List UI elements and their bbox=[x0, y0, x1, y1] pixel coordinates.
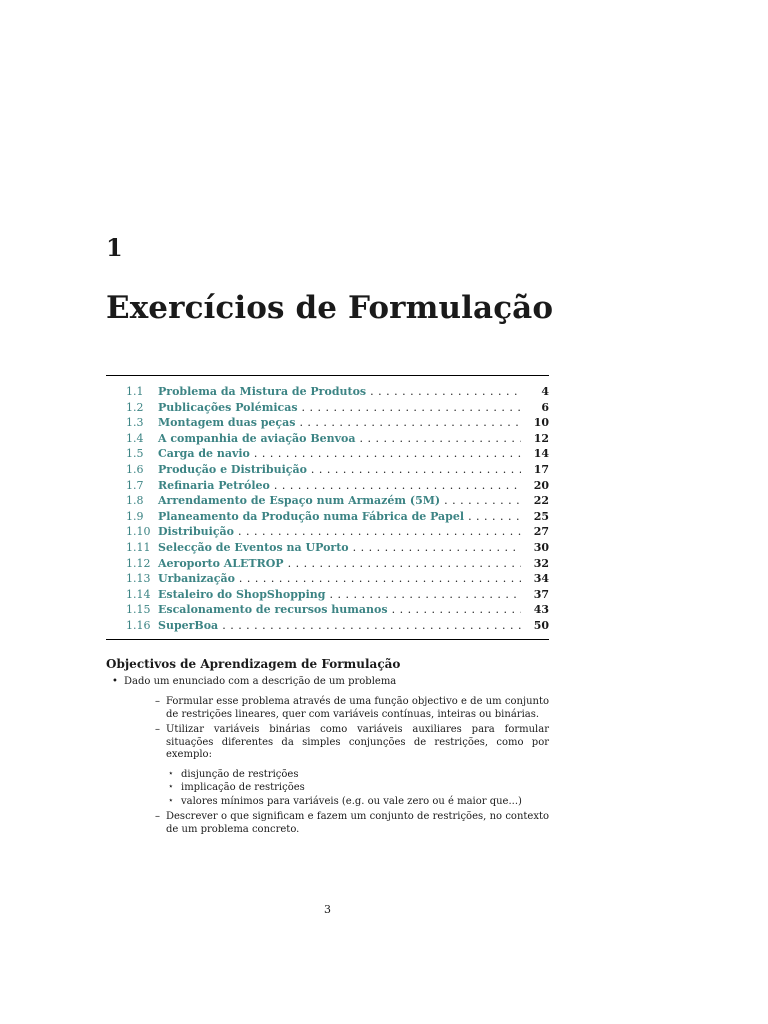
toc-entry-number[interactable]: 1.6 bbox=[126, 462, 144, 476]
toc-entry-number[interactable]: 1.9 bbox=[126, 509, 144, 523]
toc-entry[interactable] bbox=[106, 540, 549, 556]
toc-entry-link[interactable]: Montagem duas peças bbox=[158, 416, 296, 430]
toc-entry[interactable] bbox=[106, 556, 549, 572]
subitem bbox=[124, 724, 549, 808]
toc-entry-page: 50 bbox=[533, 618, 549, 632]
toc-entry-link[interactable]: Selecção de Eventos na UPorto bbox=[158, 540, 349, 554]
example-text: valores mínimos para variáveis (e.g. ou vale zero ou é maior que...) bbox=[181, 795, 522, 807]
objective-item-text: Dado um enunciado com a descrição de um problema bbox=[124, 676, 397, 687]
toc-entry[interactable] bbox=[106, 618, 549, 634]
toc-entry-link[interactable]: Distribuição bbox=[158, 525, 234, 539]
toc-entry-number[interactable]: 1.2 bbox=[126, 400, 144, 414]
toc-entry[interactable] bbox=[106, 415, 549, 431]
toc-dot-leader bbox=[355, 431, 521, 447]
toc-entry[interactable] bbox=[106, 384, 549, 400]
toc-entry-link[interactable]: Problema da Mistura de Produtos bbox=[158, 385, 367, 398]
table-of-contents bbox=[106, 375, 549, 640]
dash-icon: – bbox=[155, 696, 160, 707]
toc-dot-leader bbox=[250, 446, 521, 462]
toc-entry-link[interactable]: Produção e Distribuição bbox=[158, 462, 307, 476]
toc-entry-page: 32 bbox=[533, 556, 549, 570]
toc-entry-link[interactable]: Refinaria Petróleo bbox=[158, 478, 270, 492]
objective-subitems bbox=[124, 696, 549, 836]
example-item bbox=[166, 768, 549, 782]
toc-entry[interactable] bbox=[106, 571, 549, 587]
objectives-heading: Objectivos de Aprendizagem de Formulação bbox=[106, 657, 401, 671]
toc-entry-link[interactable]: A companhia de aviação Benvoa bbox=[158, 431, 356, 445]
example-item bbox=[166, 795, 549, 809]
example-text: disjunção de restrições bbox=[181, 768, 299, 780]
toc-entry-page: 22 bbox=[533, 494, 549, 508]
toc-entry-number[interactable]: 1.13 bbox=[126, 572, 151, 586]
toc-dot-leader bbox=[270, 478, 521, 494]
toc-dot-leader bbox=[295, 415, 521, 431]
bullet-icon: • bbox=[112, 676, 118, 687]
chapter-title: Exercícios de Formulação bbox=[106, 290, 554, 326]
toc-dot-leader bbox=[464, 509, 521, 525]
toc-entry-page: 4 bbox=[541, 385, 549, 398]
toc-entry-link[interactable]: Escalonamento de recursos humanos bbox=[158, 603, 388, 617]
example-text: implicação de restrições bbox=[181, 782, 305, 793]
toc-entry-page: 17 bbox=[533, 462, 549, 476]
toc-entry-number[interactable]: 1.11 bbox=[126, 540, 151, 554]
toc-entry-page: 25 bbox=[533, 509, 549, 523]
toc-entry[interactable] bbox=[106, 509, 549, 525]
toc-entry-number[interactable]: 1.4 bbox=[126, 431, 144, 445]
subitem-text: Formular esse problema através de uma função objectivo e de um conjunto de restrições lineares, quer com variáveis contínuas, inteiras ou binárias. bbox=[166, 696, 549, 720]
toc-dot-leader bbox=[440, 493, 521, 509]
toc-entry[interactable] bbox=[106, 431, 549, 447]
toc-entry-page: 27 bbox=[533, 525, 549, 539]
toc-entry-link[interactable]: Carga de navio bbox=[158, 447, 250, 461]
subitem-text: Utilizar variáveis binárias como variáveis auxiliares para formular situações diferentes da simples conjunções de restrições, como por exemplo: bbox=[166, 724, 549, 760]
toc-dot-leader bbox=[284, 556, 521, 572]
toc-entry-link[interactable]: Planeamento da Produção numa Fábrica de Papel bbox=[158, 509, 465, 523]
toc-entry-number[interactable]: 1.14 bbox=[126, 587, 151, 601]
toc-entry-number[interactable]: 1.1 bbox=[126, 385, 144, 398]
toc-entry-page: 12 bbox=[533, 431, 549, 445]
star-icon: ⋆ bbox=[168, 795, 174, 806]
toc-entry[interactable] bbox=[106, 493, 549, 509]
toc-entry-page: 14 bbox=[533, 447, 549, 461]
toc-entry-link[interactable]: Estaleiro do ShopShopping bbox=[158, 587, 326, 601]
objective-item bbox=[106, 675, 549, 836]
subitem bbox=[124, 696, 549, 721]
toc-dot-leader bbox=[388, 602, 521, 618]
toc-entry-page: 37 bbox=[533, 587, 549, 601]
toc-dot-leader bbox=[307, 462, 521, 478]
toc-entry-number[interactable]: 1.8 bbox=[126, 494, 144, 508]
toc-entry-number[interactable]: 1.7 bbox=[126, 478, 144, 492]
toc-entry-link[interactable]: Aeroporto ALETROP bbox=[158, 556, 284, 570]
star-icon: ⋆ bbox=[168, 768, 174, 779]
subitem-text: Descrever o que significam e fazem um conjunto de restrições, no contexto de um problema concreto. bbox=[166, 811, 549, 835]
toc-entry[interactable] bbox=[106, 524, 549, 540]
toc-dot-leader bbox=[235, 571, 521, 587]
example-list bbox=[166, 768, 549, 809]
toc-entry-link[interactable]: SuperBoa bbox=[158, 618, 219, 632]
toc-entry-number[interactable]: 1.3 bbox=[126, 416, 144, 430]
example-item bbox=[166, 781, 549, 795]
dash-icon: – bbox=[155, 724, 160, 735]
page-number: 3 bbox=[324, 903, 331, 916]
toc-entry[interactable] bbox=[106, 400, 549, 416]
toc-entry-number[interactable]: 1.10 bbox=[126, 525, 151, 539]
toc-dot-leader bbox=[218, 618, 521, 634]
toc-dot-leader bbox=[366, 384, 521, 400]
toc-entry[interactable] bbox=[106, 478, 549, 494]
toc-entry-page: 6 bbox=[541, 400, 549, 414]
toc-entry-number[interactable]: 1.15 bbox=[126, 603, 151, 617]
toc-entry-number[interactable]: 1.5 bbox=[126, 447, 144, 461]
toc-entry-page: 10 bbox=[533, 416, 549, 430]
toc-entry[interactable] bbox=[106, 602, 549, 618]
chapter-number: 1 bbox=[106, 233, 123, 262]
toc-entry-link[interactable]: Publicações Polémicas bbox=[158, 400, 298, 414]
subitem bbox=[124, 811, 549, 836]
toc-entry-number[interactable]: 1.12 bbox=[126, 556, 151, 570]
toc-entry-page: 30 bbox=[533, 540, 549, 554]
star-icon: ⋆ bbox=[168, 782, 174, 792]
toc-dot-leader bbox=[298, 400, 521, 416]
learning-objectives bbox=[106, 656, 549, 839]
dash-icon: – bbox=[155, 811, 160, 822]
toc-dot-leader bbox=[349, 540, 521, 556]
toc-entry[interactable] bbox=[106, 462, 549, 478]
toc-entry-page: 43 bbox=[533, 603, 549, 617]
toc-entry-page: 20 bbox=[533, 478, 549, 492]
toc-entry[interactable] bbox=[106, 587, 549, 603]
toc-dot-leader bbox=[234, 524, 521, 540]
toc-entry-number[interactable]: 1.16 bbox=[126, 618, 151, 632]
toc-entry-link[interactable]: Urbanização bbox=[158, 572, 235, 586]
toc-entry-link[interactable]: Arrendamento de Espaço num Armazém (5M) bbox=[158, 494, 441, 508]
toc-dot-leader bbox=[325, 587, 521, 603]
toc-entry[interactable] bbox=[106, 446, 549, 462]
toc-entry-page: 34 bbox=[533, 572, 549, 586]
